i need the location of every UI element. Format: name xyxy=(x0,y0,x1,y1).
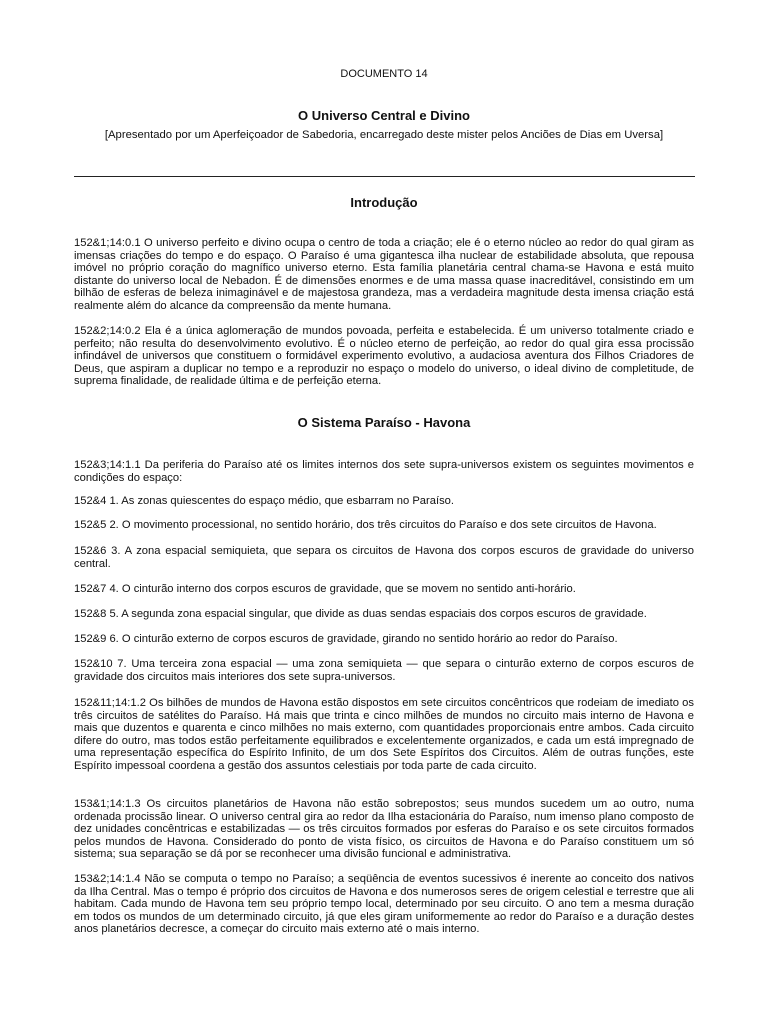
horizontal-divider xyxy=(74,176,695,177)
section-heading-sistema-paraiso-havona: O Sistema Paraíso - Havona xyxy=(297,415,471,430)
paragraph: 153&2;14:1.4 Não se computa o tempo no Paraíso; a seqüência de eventos sucessivos é inerente ao conceito dos nativos da Ilha Central. Mas o tempo é próprio dos circuitos de Havona e dos numerosos seres de origem celestial e terrestre que ali habitam. Cada mundo de Havona tem seu próprio tempo local, determinado por seu circuito. O ano tem a mesma duração em todos os mundos de um determinado circuito, já que eles giram uniformemente ao redor do Paraíso e a duração destes anos planetários decresce, a começar do circuito mais externo até o mais interno. xyxy=(74,873,694,936)
paragraph: 152&11;14:1.2 Os bilhões de mundos de Havona estão dispostos em sete circuitos concêntricos que rodeiam de imediato os três circuitos de satélites do Paraíso. Há mais que trinta e cinco milhões de mundos no circuito mais interno de Havona e mais que duzentos e quarenta e cinco milhões no mais externo, com quantidades proporcionais entre ambos. Cada circuito difere do outro, mas todos estão perfeitamente equilibrados e excelentemente organizados, e cada um está impregnado de uma representação específica do Espírito Infinito, de um dos Sete Espíritos dos Circuitos. Além de outras funções, este Espírito impessoal coordena a gestão dos assuntos celestiais por toda parte de cada circuito. xyxy=(74,697,694,772)
list-item: 152&8 5. A segunda zona espacial singular, que divide as duas sendas espaciais dos corpos escuros de gravidade. xyxy=(74,608,647,620)
document-subtitle: [Apresentado por um Aperfeiçoador de Sabedoria, encarregado deste mister pelos Anciões de Dias em Uversa] xyxy=(104,129,664,141)
paragraph: 152&1;14:0.1 O universo perfeito e divino ocupa o centro de toda a criação; ele é o eterno núcleo ao redor do qual giram as imensas criações do tempo e do espaço. O Paraíso é uma gigantesca ilha nuclear de estabilidade absoluta, que repousa imóvel no próprio coração do magnífico universo eterno. Esta família planetária central chama-se Havona e está muito distante do universo local de Nebadon. É de dimensões enormes e de uma massa quase inacreditável, consistindo em um bilhão de esferas de beleza inimaginável e de majestosa grandeza, mas a verdadeira magnitude desta imensa criação está realmente além do alcance da compreensão da mente humana. xyxy=(74,237,694,312)
list-item: 152&9 6. O cinturão externo de corpos escuros de gravidade, girando no sentido horário ao redor do Paraíso. xyxy=(74,633,618,645)
list-item: 152&7 4. O cinturão interno dos corpos escuros de gravidade, que se movem no sentido anti-horário. xyxy=(74,583,576,595)
list-item: 152&6 3. A zona espacial semiquieta, que separa os circuitos de Havona dos corpos escuros de gravidade do universo central. xyxy=(74,545,694,570)
paragraph: 153&1;14:1.3 Os circuitos planetários de Havona não estão sobrepostos; seus mundos sucedem um ao outro, numa ordenada procissão linear. O universo central gira ao redor da Ilha estacionária do Paraíso, num imenso plano composto de dez unidades concêntricas e estabilizadas — os três circuitos formados por esferas do Paraíso e os sete circuitos formados pelos mundos de Havona. Considerado do ponto de vista físico, os circuitos de Havona e do Paraíso constituem um só sistema; sua separação se dá por se reconhecer uma divisão funcional e administrativa. xyxy=(74,798,694,861)
section-heading-introducao: Introdução xyxy=(350,195,418,210)
paragraph: 152&2;14:0.2 Ela é a única aglomeração de mundos povoada, perfeita e estabelecida. É um universo totalmente criado e perfeito; não resulta do desenvolvimento evolutivo. É o núcleo eterno de perfeição, ao redor do qual gira essa procissão infindável de universos que constituem o formidável experimento evolutivo, a audaciosa aventura dos Filhos Criadores de Deus, que aspiram a duplicar no tempo e a reproduzir no espaço o modelo do universo, o ideal divino de completitude, de suprema finalidade, de realidade última e de perfeição eterna. xyxy=(74,325,694,388)
list-item: 152&4 1. As zonas quiescentes do espaço médio, que esbarram no Paraíso. xyxy=(74,495,454,507)
document-title: O Universo Central e Divino xyxy=(298,108,470,123)
paragraph: 152&3;14:1.1 Da periferia do Paraíso até os limites internos dos sete supra-universos existem os seguintes movimentos e condições do espaço: xyxy=(74,459,694,484)
list-item: 152&10 7. Uma terceira zona espacial — uma zona semiquieta — que separa o cinturão externo de corpos escuros de gravidade dos circuitos mais interiores dos sete supra-universos. xyxy=(74,658,694,683)
document-label: DOCUMENTO 14 xyxy=(340,68,428,80)
list-item: 152&5 2. O movimento processional, no sentido horário, dos três circuitos do Paraíso e dos sete circuitos de Havona. xyxy=(74,519,657,531)
